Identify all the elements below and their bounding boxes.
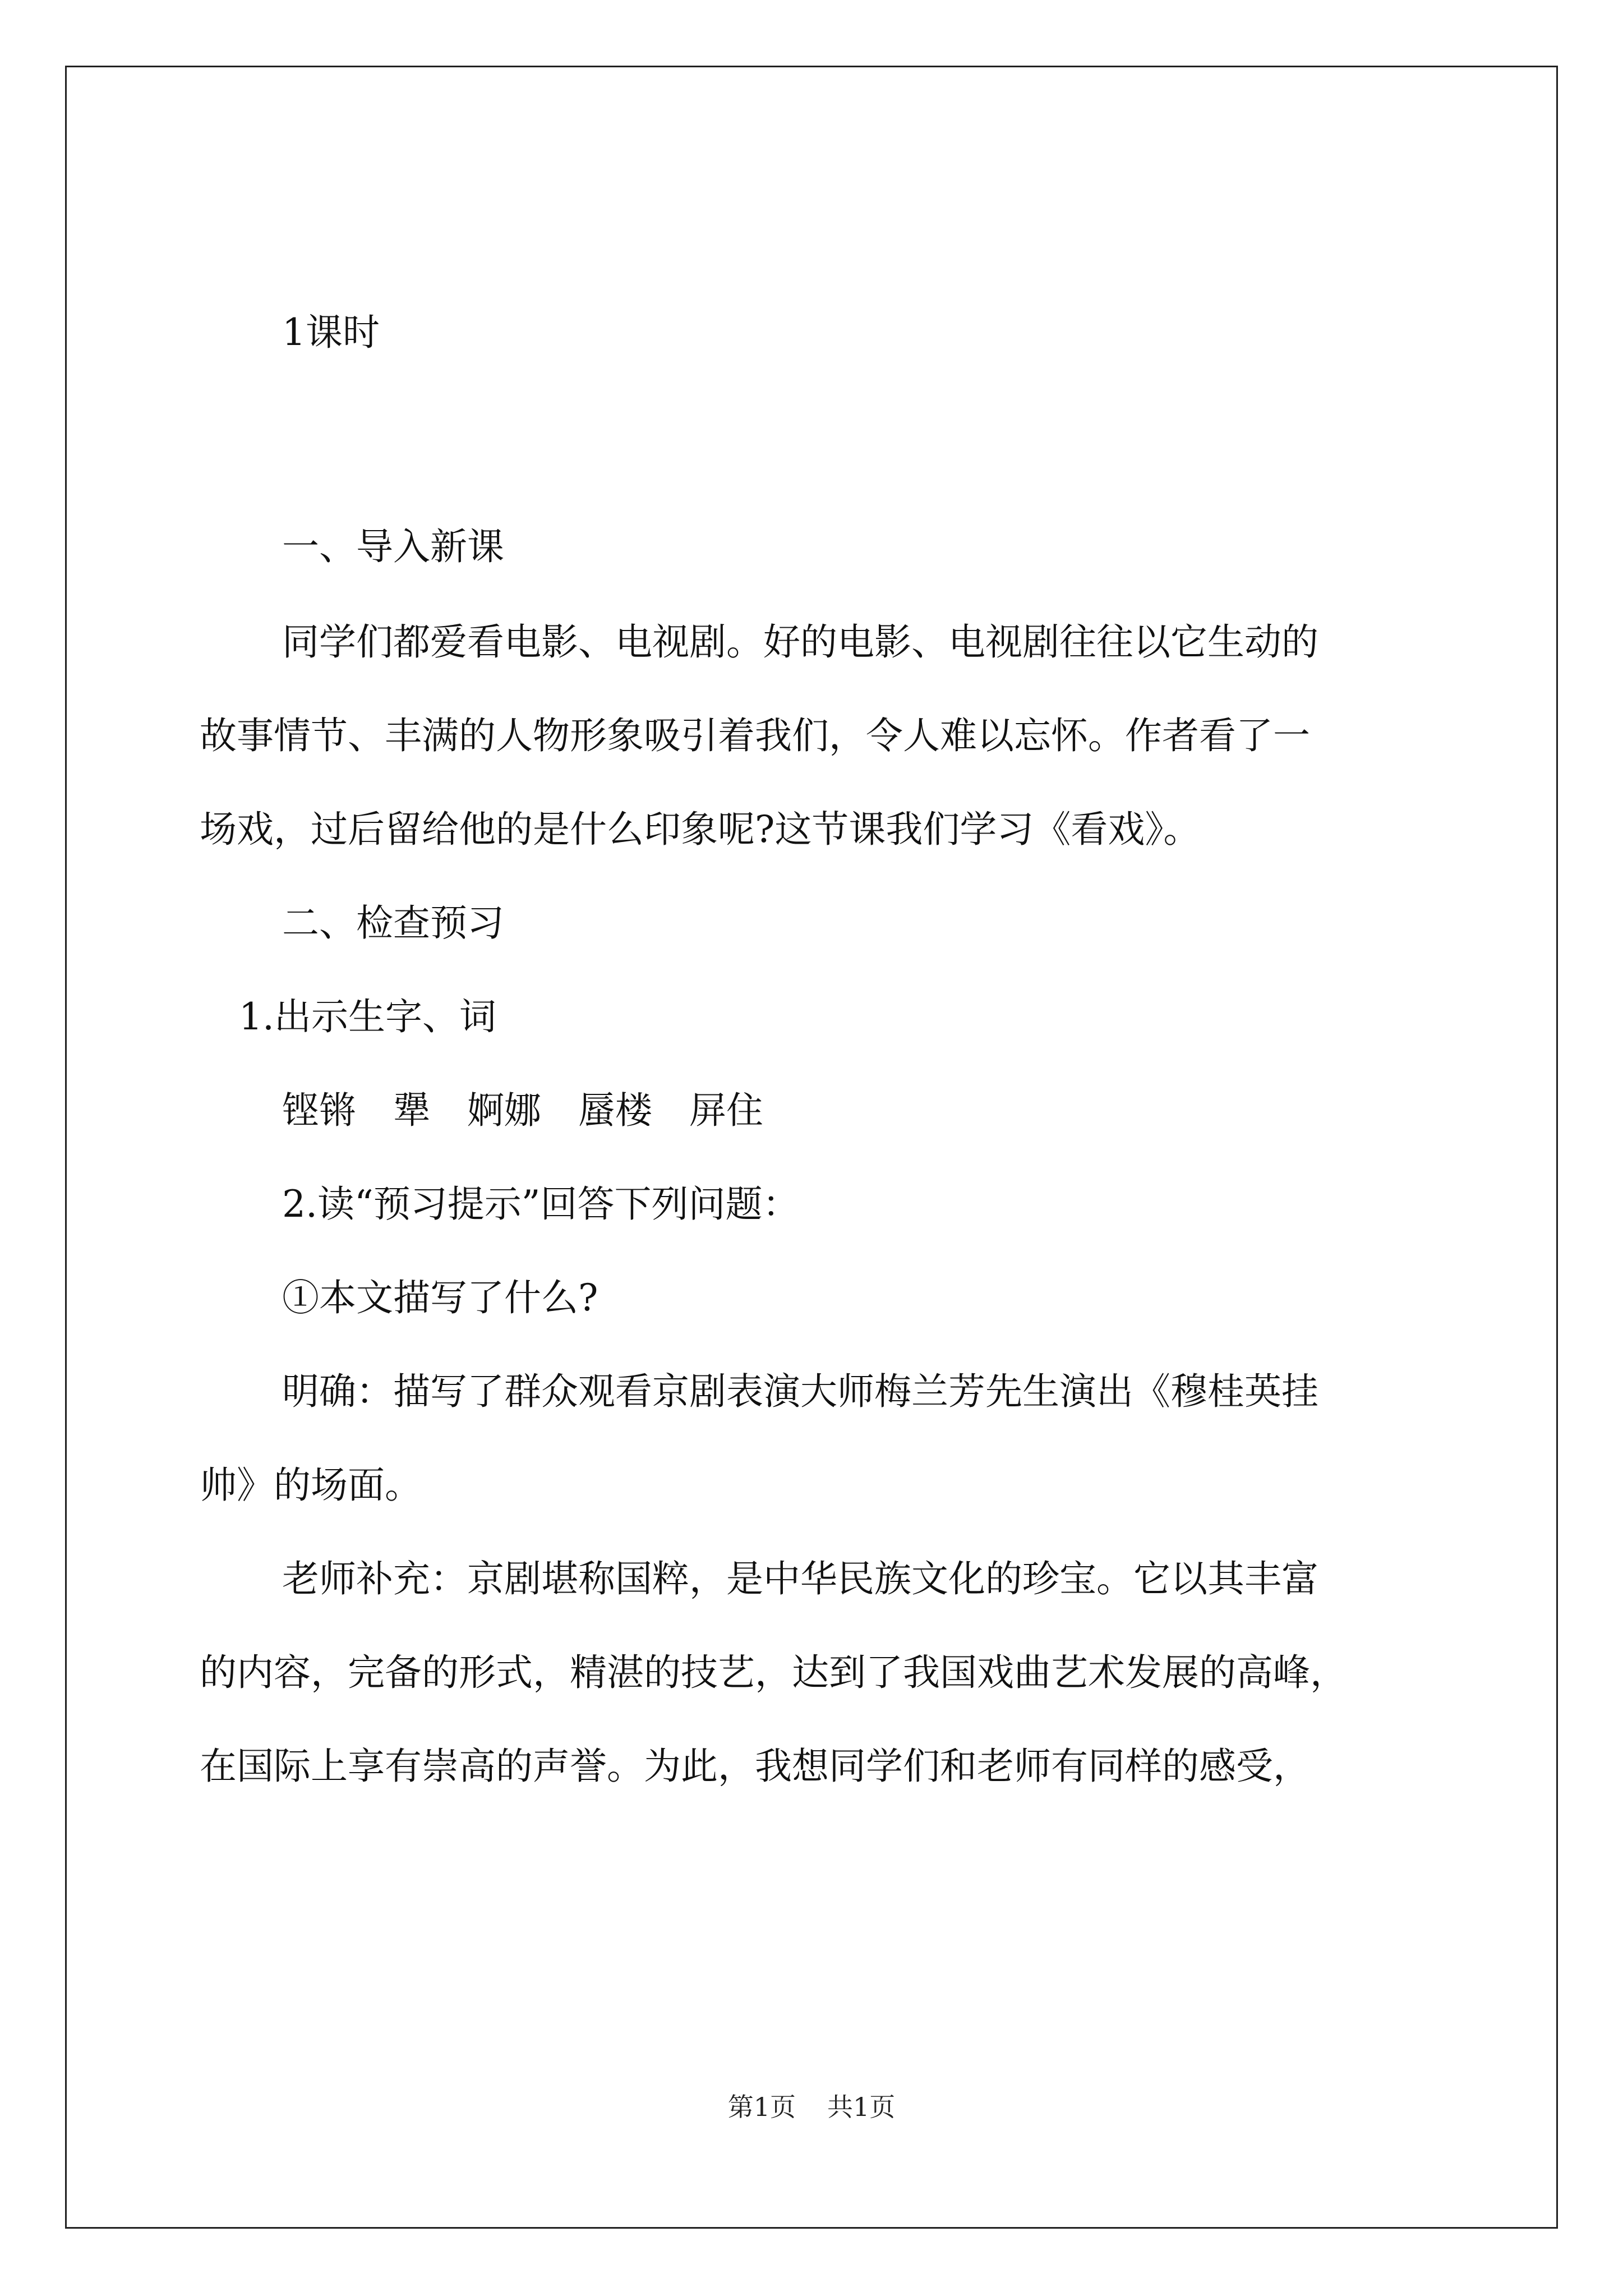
section-heading-preview: 二、检查预习 (282, 901, 504, 945)
question-1: ①本文描写了什么? (282, 1276, 598, 1319)
supplement-line-2: 的内容，完备的形式，精湛的技艺，达到了我国戏曲艺术发展的高峰， (200, 1651, 1347, 1694)
supplement-line-3: 在国际上享有崇高的声誉。为此，我想同学们和老师有同样的感受， (200, 1745, 1310, 1788)
vocab-words: 铿锵 犟 婀娜 蜃楼 屏住 (282, 1089, 763, 1132)
page-number-current: 第1页 (727, 2092, 796, 2122)
intro-paragraph-line-3: 场戏，过后留给他的是什么印象呢?这节课我们学习《看戏》。 (200, 808, 1201, 851)
page-number-total: 共1页 (827, 2092, 896, 2122)
page-border (65, 66, 1558, 2229)
supplement-line-1: 老师补充：京剧堪称国粹，是中华民族文化的珍宝。它以其丰富 (282, 1557, 1318, 1600)
intro-paragraph-line-1: 同学们都爱看电影、电视剧。好的电影、电视剧往往以它生动的 (282, 620, 1318, 664)
list-item-questions: 2.读“预习提示”回答下列问题： (282, 1182, 800, 1226)
answer-line-1: 明确：描写了群众观看京剧表演大师梅兰芳先生演出《穆桂英挂 (282, 1370, 1318, 1413)
lesson-title: 1课时 (282, 311, 380, 354)
section-heading-intro: 一、导入新课 (282, 525, 504, 568)
list-item-vocab-title: 1.出示生字、词 (239, 995, 496, 1038)
answer-line-2: 帅》的场面。 (200, 1464, 422, 1507)
intro-paragraph-line-2: 故事情节、丰满的人物形象吸引着我们，令人难以忘怀。作者看了一 (200, 714, 1310, 757)
page-footer (0, 2087, 1623, 2124)
